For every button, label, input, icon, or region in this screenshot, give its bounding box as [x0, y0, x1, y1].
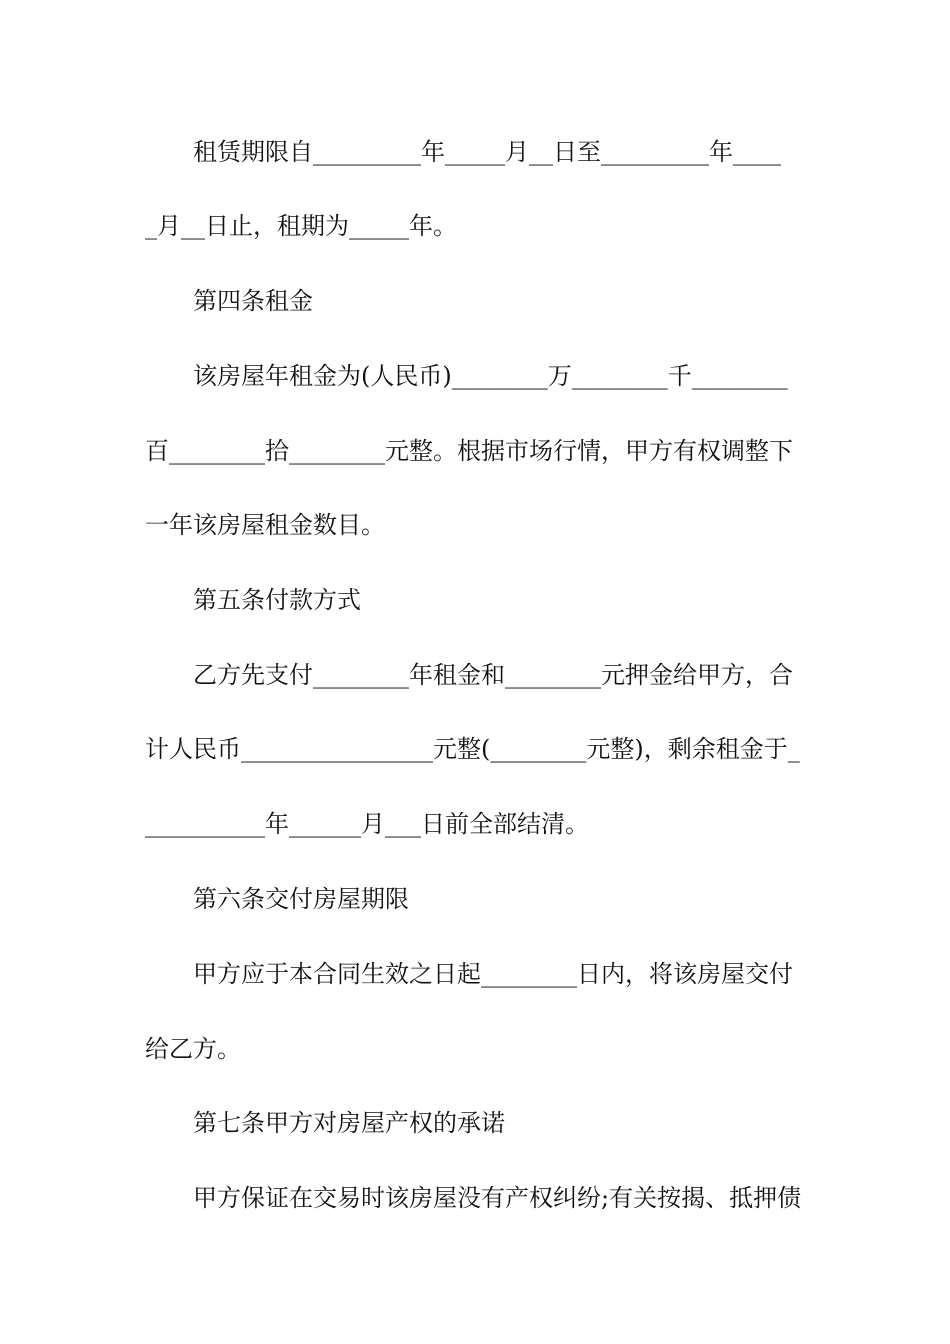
- payment-line-1: 乙方先支付________年租金和________元押金给甲方，合: [193, 661, 793, 689]
- payment-line-3: __________年______月___日前全部结清。: [145, 810, 589, 838]
- article-4-heading: 第四条租金: [193, 287, 313, 315]
- rent-line-3: 一年该房屋租金数目。: [145, 511, 385, 539]
- payment-line-2: 计人民币________________元整(________元整)，剩余租金于_: [145, 735, 800, 763]
- delivery-line-1: 甲方应于本合同生效之日起________日内，将该房屋交付: [193, 960, 793, 988]
- rent-line-1: 该房屋年租金为(人民币)________万________千________: [193, 362, 788, 390]
- article-5-heading: 第五条付款方式: [193, 586, 361, 614]
- property-rights-line-1: 甲方保证在交易时该房屋没有产权纠纷;有关按揭、抵押债: [193, 1184, 802, 1212]
- rental-term-line-1: 租赁期限自_________年_____月__日至_________年____: [193, 138, 781, 166]
- article-7-heading: 第七条甲方对房屋产权的承诺: [193, 1109, 505, 1137]
- rental-term-line-2: _月__日止，租期为_____年。: [145, 212, 457, 240]
- article-6-heading: 第六条交付房屋期限: [193, 885, 409, 913]
- rent-line-2: 百________拾________元整。根据市场行情，甲方有权调整下: [145, 437, 793, 465]
- delivery-line-2: 给乙方。: [145, 1035, 241, 1063]
